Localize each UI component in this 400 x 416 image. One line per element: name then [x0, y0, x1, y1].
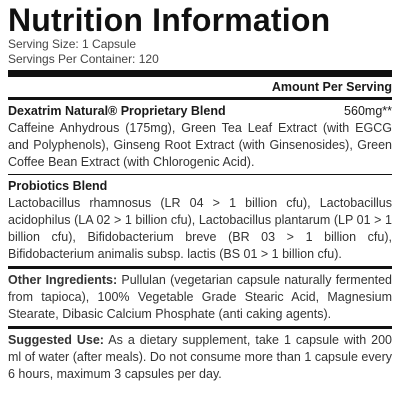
probiotics-blend-section: [8, 175, 392, 266]
probiotics-blend-ingredients: Lactobacillus rhamnosus (LR 04 > 1 billion cfu), Lactobacillus acidophilus (LA 02 > 1 billion cfu), Lactobacillus plantarum (LP 01 > 1 billion cfu), Bifidobacterium breve (BR 03 > 1 billion cfu), Bifidobacterium animalis subsp. lactis (BS 01 > 1 billion cfu).: [8, 196, 392, 261]
probiotics-blend-name: Probiotics Blend: [8, 179, 108, 193]
proprietary-blend-amount: 560mg**: [344, 104, 392, 118]
other-ingredients-section: [8, 269, 392, 326]
servings-per-container: Servings Per Container: 120: [8, 52, 159, 66]
suggested-use-text: As a dietary supplement, take 1 capsule with 200 ml of water (after meals). Do not consume more than 1 capsule every 6 hours, maximum 3 capsules per day.: [8, 333, 393, 381]
thick-divider: [8, 70, 392, 77]
other-ingredients-label: Other Ingredients:: [8, 273, 118, 287]
suggested-use-section: [8, 329, 392, 386]
proprietary-blend-section: [8, 100, 392, 174]
amount-per-serving-header: Amount Per Serving: [271, 80, 392, 94]
other-ingredients-text: Pullulan (vegetarian capsule naturally fermented from tapioca), 100% Vegetable Grade Stearic Acid, Magnesium Stearate, Dibasic Calcium Phosphate (anti caking agents).: [8, 273, 392, 321]
suggested-use-label: Suggested Use:: [8, 333, 104, 347]
proprietary-blend-name: Dexatrim Natural® Proprietary Blend: [8, 104, 226, 118]
proprietary-blend-ingredients: Caffeine Anhydrous (175mg), Green Tea Leaf Extract (with EGCG and Polyphenols), Ginseng Root Extract (with Ginsenosides), Green Coffee Bean Extract (with Chlorogenic Acid).: [8, 121, 392, 169]
serving-size: Serving Size: 1 Capsule: [8, 37, 137, 51]
panel-title: Nutrition Information: [8, 2, 331, 38]
